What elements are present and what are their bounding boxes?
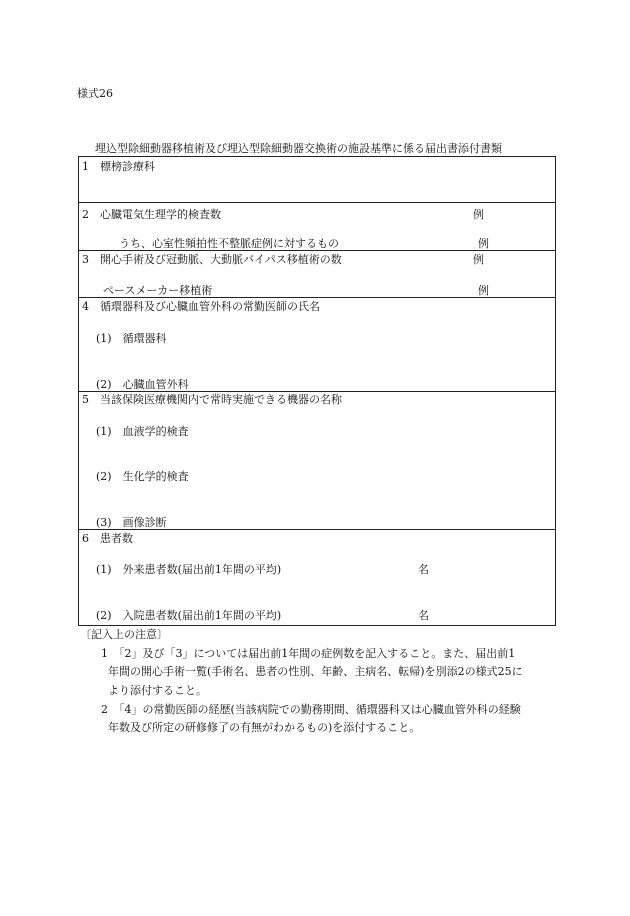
divider <box>79 202 555 203</box>
section-3-sub-label: ペースメーカー移植術 <box>103 284 213 297</box>
section-6-label: 6 患者数 <box>82 532 133 545</box>
section-6-item-1: (1) 外来患者数(届出前1年間の平均) <box>96 563 282 576</box>
section-5-item-3: (3) 画像診断 <box>96 516 167 529</box>
section-4-item-2: (2) 心臓血管外科 <box>96 378 189 391</box>
section-2-sub-unit: 例 <box>478 237 489 250</box>
section-3-label: 3 開心手術及び冠動脈、大動脈バイパス移植術の数 <box>82 253 342 266</box>
section-4-item-1: (1) 循環器科 <box>96 332 167 345</box>
section-5-label: 5 当該保険医療機関内で常時実施できる機器の名称 <box>82 393 342 406</box>
divider <box>79 297 555 298</box>
form-table <box>78 156 556 626</box>
section-2-unit: 例 <box>473 208 484 221</box>
note-1-line-2: 年間の開心手術一覧(手術名、患者の性別、年齢、主病名、転帰)を別添2の様式25に <box>108 665 523 678</box>
section-3-unit: 例 <box>473 253 484 266</box>
divider <box>79 391 555 392</box>
section-1-label: 1 標榜診療科 <box>82 160 155 173</box>
note-2-line-2: 年数及び所定の研修修了の有無がわかるもの)を添付すること。 <box>108 721 421 734</box>
notes-heading: 〔記入上の注意〕 <box>80 628 168 641</box>
section-6-item-1-unit: 名 <box>418 563 429 576</box>
note-1-line-1: 1 「2」及び「3」については届出前1年間の症例数を記入すること。また、届出前1 <box>101 647 516 660</box>
section-2-sub-label: うち、心室性頻拍性不整脈症例に対するもの <box>119 237 339 250</box>
divider <box>79 250 555 251</box>
section-5-item-2: (2) 生化学的検査 <box>96 470 189 483</box>
note-1-line-3: より添付すること。 <box>108 684 207 697</box>
section-6-item-2-unit: 名 <box>418 609 429 622</box>
note-2-line-1: 2 「4」の常勤医師の経歴(当該病院での勤務期間、循環器科又は心臓血管外科の経験 <box>101 703 521 716</box>
divider <box>79 529 555 530</box>
section-6-item-2: (2) 入院患者数(届出前1年間の平均) <box>96 609 282 622</box>
section-3-sub-unit: 例 <box>478 284 489 297</box>
section-4-label: 4 循環器科及び心臓血管外科の常勤医師の氏名 <box>82 300 320 313</box>
form-number: 様式26 <box>77 87 113 100</box>
section-5-item-1: (1) 血液学的検査 <box>96 425 189 438</box>
document-title: 埋込型除細動器移植術及び埋込型除細動器交換術の施設基準に係る届出書添付書類 <box>95 142 502 155</box>
section-2-label: 2 心臓電気生理学的検査数 <box>82 208 221 221</box>
